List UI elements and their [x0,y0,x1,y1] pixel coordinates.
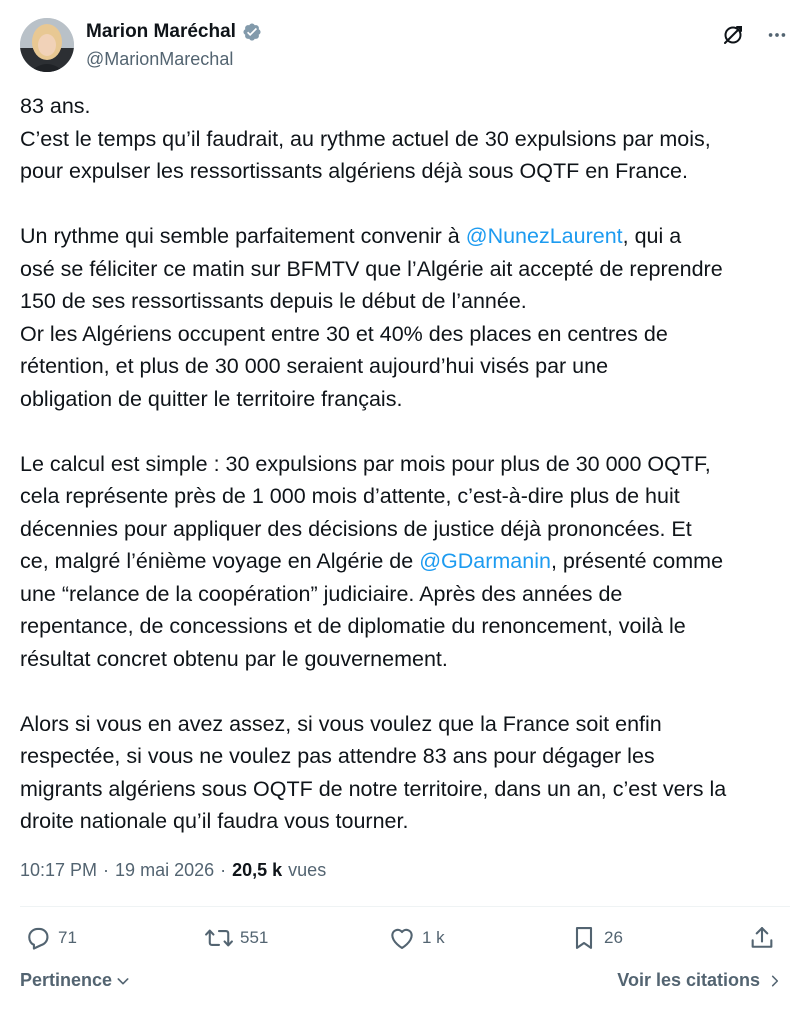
author-info [86,21,262,70]
text-line: une “relance de la coopération” judiciaire. Après des années de [20,581,623,606]
text-line: décennies pour appliquer des décisions de justice déjà prononcées. Et [20,516,692,541]
text-line: respectée, si vous ne voulez pas attendre 83 ans pour dégager les [20,744,655,768]
divider [20,906,790,907]
header-actions [720,22,790,48]
text-line [20,220,792,253]
text-fragment: , qui a [622,224,682,248]
text-fragment: , présenté comme [550,549,724,573]
timestamp[interactable]: 10:17 PM [20,860,98,880]
chevron-right-icon [768,973,782,989]
text-line: obligation de quitter le territoire français. [20,386,403,411]
grok-icon[interactable] [720,22,746,48]
view-quotes-link[interactable] [617,970,782,991]
sort-dropdown[interactable] [20,970,131,991]
text-line: 150 de ses ressortissants depuis le début de l’année. [20,289,527,313]
reply-count: 71 [58,928,77,947]
avatar[interactable] [20,18,74,72]
more-icon[interactable] [764,22,790,48]
action-bar [20,924,790,958]
display-name[interactable]: Marion Maréchal [86,21,236,42]
date[interactable]: 19 mai 2026 [115,860,215,880]
views-count[interactable]: 20,5 k [232,860,283,880]
repost-icon [204,924,234,952]
quotes-label: Voir les citations [617,970,760,990]
like-count: 1 k [422,928,445,947]
bookmark-button[interactable] [570,924,623,952]
sort-label: Pertinence [20,970,113,990]
text-line [20,545,792,578]
tweet-header [20,18,790,74]
reply-button[interactable] [24,924,77,952]
text-line: 83 ans. [20,94,91,118]
separator: · [103,860,110,880]
text-line: osé se féliciter ce matin sur BFMTV que l’Algérie ait accepté de reprendre [20,256,723,281]
text-line: repentance, de concessions et de diplomatie du renoncement, voilà le [20,614,686,638]
text-line: pour expulser les ressortissants algériens déjà sous OQTF en France. [20,159,688,183]
text-line: Or les Algériens occupent entre 30 et 40% des places en centres de [20,321,668,346]
chevron-down-icon [115,973,131,989]
text-fragment: Un rythme qui semble parfaitement convenir à [20,224,466,248]
reply-icon [24,924,52,952]
like-button[interactable] [388,924,445,952]
text-line: C’est le temps qu’il faudrait, au rythme actuel de 30 expulsions par mois, [20,126,711,151]
tweet-text [20,90,792,838]
text-line: droite nationale qu’il faudra vous tourner. [20,809,409,833]
bookmark-icon [570,924,598,952]
mention-gdarmanin[interactable]: @GDarmanin [419,549,551,573]
separator: · [220,860,227,880]
text-line: rétention, et plus de 30 000 seraient aujourd’hui visés par une [20,354,609,378]
verified-badge-icon[interactable] [242,22,262,42]
text-fragment: ce, malgré l’énième voyage en Algérie de [20,549,420,573]
mention-nunezlaurent[interactable]: @NunezLaurent [465,224,623,248]
text-line: Alors si vous en avez assez, si vous voulez que la France soit enfin [20,711,662,736]
share-icon [748,924,776,952]
handle[interactable]: @MarionMarechal [86,49,234,69]
text-line: Le calcul est simple : 30 expulsions par mois pour plus de 30 000 OQTF, [20,451,711,476]
repost-button[interactable] [204,924,268,952]
text-line: résultat concret obtenu par le gouvernement. [20,646,448,671]
replies-footer [20,970,790,996]
text-line: cela représente près de 1 000 mois d’attente, c’est-à-dire plus de huit [20,484,680,508]
repost-count: 551 [240,928,269,947]
bookmark-count: 26 [604,928,623,947]
views-label: vues [288,860,327,880]
text-line: migrants algériens sous OQTF de notre territoire, dans un an, c’est vers la [20,776,727,801]
like-icon [388,924,416,952]
share-button[interactable] [748,924,776,952]
tweet-meta [20,860,326,881]
